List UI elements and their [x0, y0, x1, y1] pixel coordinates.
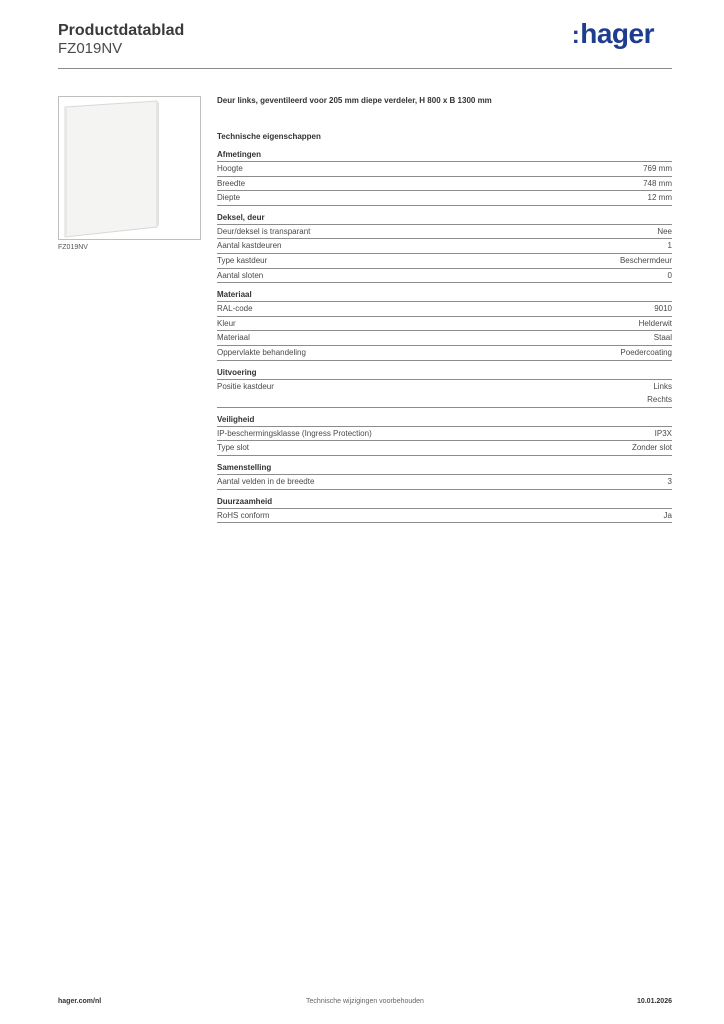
property-group — [217, 212, 672, 283]
property-value-line: 9010 — [654, 304, 672, 314]
property-label: Aantal sloten — [217, 270, 264, 280]
property-value — [643, 162, 672, 176]
product-image — [58, 96, 201, 240]
property-value — [647, 380, 672, 407]
property-value — [668, 269, 672, 283]
property-row — [217, 331, 672, 346]
page-footer — [58, 998, 672, 1012]
property-group — [217, 462, 672, 490]
technical-properties-title: Technische eigenschappen — [217, 132, 321, 141]
property-value — [655, 427, 672, 441]
property-value-line: 0 — [667, 270, 672, 280]
property-row — [217, 177, 672, 192]
property-group — [217, 149, 672, 206]
property-value-line: IP3X — [654, 428, 672, 438]
image-caption: FZ019NV — [58, 244, 88, 251]
property-value — [657, 225, 672, 239]
logo-dots-icon: : — [571, 22, 580, 49]
property-row — [217, 509, 672, 524]
property-label: Oppervlakte behandeling — [217, 347, 306, 357]
property-value-line: Zonder slot — [631, 443, 672, 453]
property-label: Kleur — [217, 318, 236, 328]
property-value — [664, 509, 672, 523]
property-label: Breedte — [217, 178, 246, 188]
footer-disclaimer: Technische wijzigingen voorbehouden — [306, 998, 424, 1005]
property-value-line: Helderwit — [638, 318, 672, 328]
property-label: Deur/deksel is transparant — [217, 226, 311, 236]
property-row — [217, 302, 672, 317]
property-row — [217, 225, 672, 240]
property-value-line: Rechts — [647, 395, 672, 405]
property-value — [643, 177, 672, 191]
product-code: FZ019NV — [58, 40, 123, 57]
product-details — [217, 95, 672, 529]
property-value-line: 1 — [667, 241, 672, 251]
property-value — [654, 302, 672, 316]
property-label: Aantal kastdeuren — [217, 241, 282, 251]
property-row — [217, 162, 672, 177]
property-label: RAL-code — [217, 304, 253, 314]
property-group — [217, 367, 672, 408]
property-row — [217, 191, 672, 206]
property-label: Materiaal — [217, 333, 250, 343]
property-row — [217, 380, 672, 408]
group-title: Afmetingen — [217, 149, 672, 162]
product-description: Deur links, geventileerd voor 205 mm diepe verdeler, H 800 x B 1300 mm — [217, 96, 492, 105]
property-value-line: Ja — [663, 510, 672, 520]
property-value — [632, 441, 672, 455]
group-title: Uitvoering — [217, 367, 672, 380]
property-value — [639, 317, 672, 331]
property-value — [668, 475, 672, 489]
property-group — [217, 496, 672, 524]
property-row — [217, 441, 672, 456]
property-value — [620, 346, 672, 360]
property-value-line: Links — [653, 381, 672, 391]
property-group — [217, 289, 672, 360]
property-label: Aantal velden in de breedte — [217, 476, 315, 486]
property-value-line: Poedercoating — [620, 347, 672, 357]
group-title: Veiligheid — [217, 414, 672, 427]
group-title: Deksel, deur — [217, 212, 672, 225]
property-label: Positie kastdeur — [217, 381, 274, 391]
property-row — [217, 269, 672, 284]
property-group — [217, 414, 672, 456]
header-divider — [58, 68, 672, 69]
property-value-line: 748 mm — [643, 178, 672, 188]
logo-text: hager — [580, 18, 654, 49]
property-row — [217, 239, 672, 254]
property-label: Hoogte — [217, 164, 243, 173]
page-header — [58, 20, 672, 70]
property-groups — [217, 149, 672, 523]
property-value — [620, 254, 672, 268]
property-value-line: 3 — [667, 476, 672, 486]
property-value-line: 769 mm — [643, 164, 672, 173]
footer-website[interactable]: hager.com/nl — [58, 998, 102, 1005]
property-row — [217, 254, 672, 269]
property-label: Type slot — [217, 443, 250, 453]
document-title: Productdatablad — [58, 22, 185, 39]
property-label: RoHS conform — [217, 510, 270, 520]
property-value-line: Staal — [653, 333, 672, 343]
property-row — [217, 317, 672, 332]
group-title: Duurzaamheid — [217, 496, 672, 509]
property-row — [217, 346, 672, 361]
property-label: Type kastdeur — [217, 255, 268, 265]
property-row — [217, 427, 672, 442]
property-value-line: Nee — [657, 226, 672, 236]
group-title: Samenstelling — [217, 462, 672, 475]
property-label: Diepte — [217, 193, 241, 203]
door-panel-icon — [59, 97, 200, 239]
property-value — [654, 331, 672, 345]
property-value-line: Beschermdeur — [619, 255, 672, 265]
property-label: IP-beschermingsklasse (Ingress Protection) — [217, 428, 372, 438]
property-value — [668, 239, 672, 253]
footer-date: 10.01.2026 — [636, 998, 672, 1005]
property-row — [217, 475, 672, 490]
group-title: Materiaal — [217, 289, 672, 302]
property-value — [648, 191, 672, 205]
brand-logo — [572, 18, 654, 50]
property-value-line: 12 mm — [647, 193, 672, 203]
